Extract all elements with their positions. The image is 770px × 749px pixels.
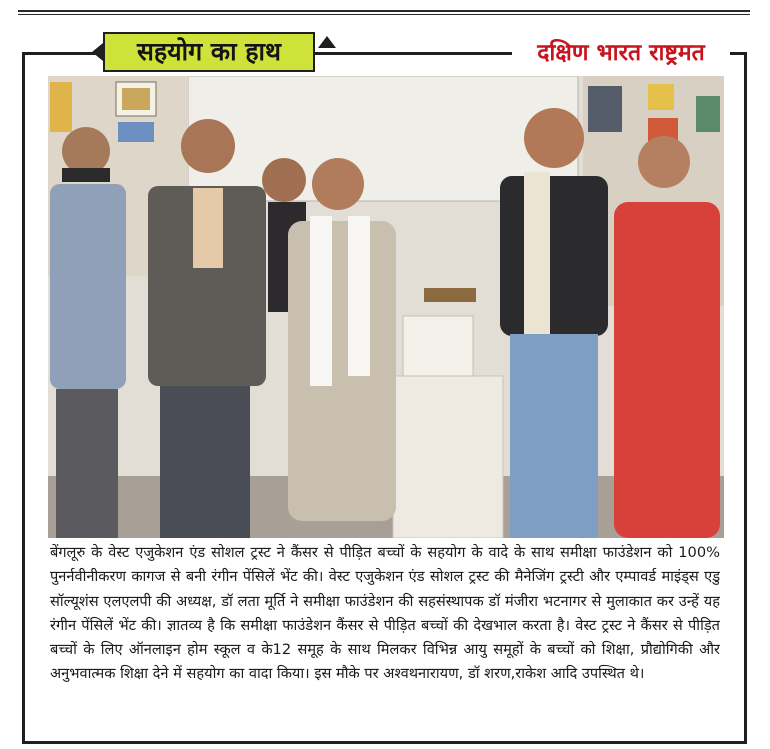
top-rule-thin — [18, 14, 750, 15]
header-triangle-icon — [318, 36, 336, 48]
top-rule — [18, 10, 750, 12]
column-title: सहयोग का हाथ — [103, 32, 315, 72]
news-photo — [48, 76, 724, 538]
header-arrow-icon — [92, 43, 103, 61]
group-photo-illustration — [48, 76, 724, 538]
article-caption: बेंगलूरु के वेस्ट एजुकेशन एंड सोशल ट्रस्ट ने कैंसर से पीड़ित बच्चों के सहयोग के वादे के साथ समीक्षा फाउंडेशन को 100% पुनर्नवीनीकरण कागज से बनी रंगीन पेंसिलें भेंट की। वेस्ट एजुकेशन एंड सोशल ट्रस्ट की मैनेजिंग ट्रस्टी और एम्पावर्ड माइंड्स एडु सॉल्यूशंस एलएलपी की अध्यक्ष, डॉ लता मूर्ति ने समीक्षा फाउंडेशन की सहसंस्थापक डॉ मंजीरा भटनागर से मुलाकात कर उन्हें यह रंगीन पेंसिलें भेंट की। ज्ञातव्य है कि समीक्षा फाउंडेशन कैंसर से पीड़ित बच्चों की देखभाल करता है। वेस्ट ट्रस्ट ने कैंसर से पीड़ित बच्चों के लिए ऑनलाइन होम स्कूल व के12 समूह के साथ मिलकर विभिन्न आयु समूहों के बच्चों को शिक्षा, प्रौद्योगिकी और अनुभवात्मक शिक्षा देने में सहयोग का वादा किया। इस मौके पर अश्वथनारायण, डॉ शरण,राकेश आदि उपस्थित थे। — [50, 544, 720, 683]
newspaper-name: दक्षिण भारत राष्ट्रमत — [512, 36, 730, 70]
